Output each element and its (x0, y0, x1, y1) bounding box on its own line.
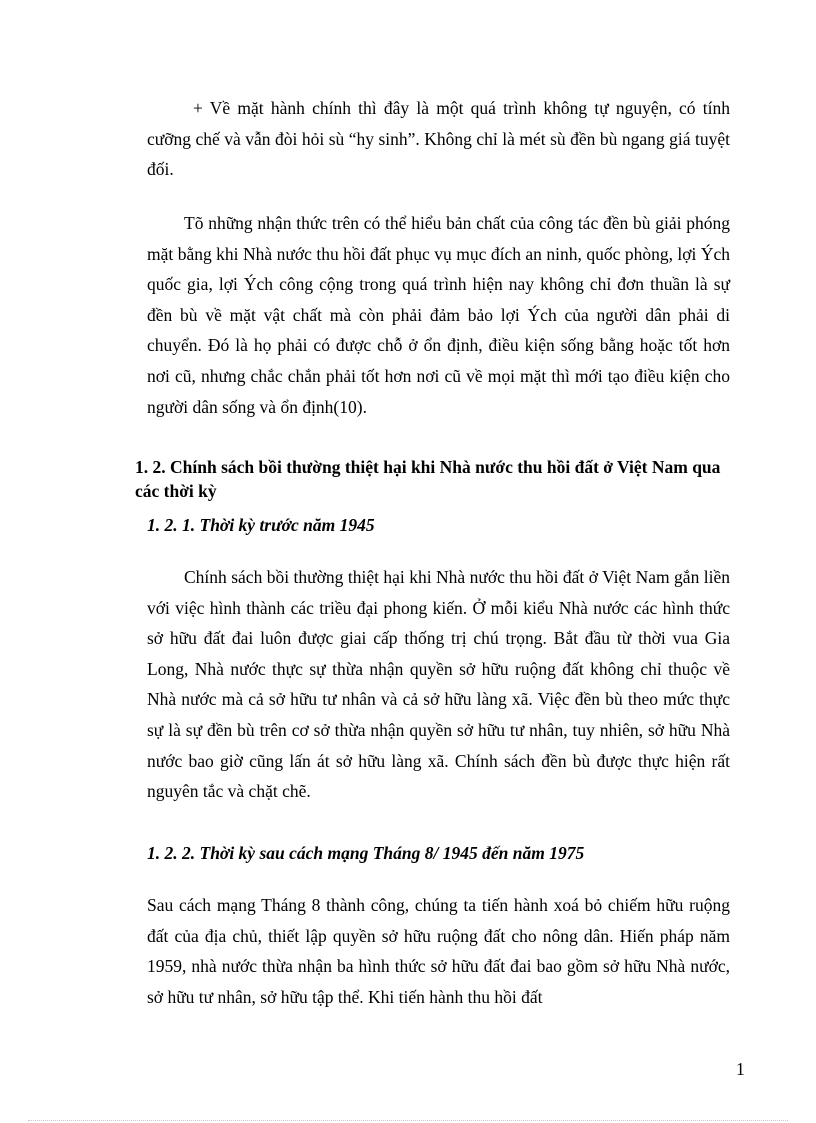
paragraph-before-1945: Chính sách bồi thường thiệt hại khi Nhà nước thu hồi đất ở Việt Nam gắn liền với việc hình thành các triều đại phong kiến. Ở mỗi kiểu Nhà nước các hình thức sở hữu đất đai luôn được giai cấp thống trị chú trọng. Bắt đầu từ thời vua Gia Long, Nhà nước thực sự thừa nhận quyền sở hữu ruộng đất không chỉ thuộc về Nhà nước mà cả sở hữu tư nhân và cả sở hữu làng xã. Việc đền bù theo mức thực sự là sự đền bù trên cơ sở thừa nhận quyền sở hữu tư nhân, tuy nhiên, sở hữu Nhà nước bao giờ cũng lấn át sở hữu làng xã. Chính sách đền bù được thực hiện rất nguyên tắc và chặt chẽ. (147, 567, 730, 802)
subsection-heading-1945-1975: 1. 2. 2. Thời kỳ sau cách mạng Tháng 8/ 1945 đến năm 1975 (147, 843, 585, 863)
paragraph-nature-of-compensation: Tõ những nhận thức trên có thể hiểu bản chất của công tác đền bù giải phóng mặt bằng khi Nhà nước thu hồi đất phục vụ mục đích an ninh, quốc phòng, lợi Ých quốc gia, lợi Ých công cộng trong quá trình hiện nay không chỉ đơn thuần là sự đền bù về mặt vật chất mà còn phải đảm bảo lợi Ých của người dân phải di chuyển. Đó là họ phải có được chỗ ở ổn định, điều kiện sống bằng hoặc tốt hơn nơi cũ, nhưng chắc chắn phải tốt hơn nơi cũ về mọi mặt thì mới tạo điều kiện cho người dân sống và ổn định(10). (147, 213, 730, 417)
subsection-heading-before-1945: 1. 2. 1. Thời kỳ trước năm 1945 (147, 515, 375, 535)
paragraph-after-revolution: Sau cách mạng Tháng 8 thành công, chúng ta tiến hành xoá bỏ chiếm hữu ruộng đất của địa chủ, thiết lập quyền sở hữu ruộng đất cho nông dân. Hiến pháp năm 1959, nhà nước thừa nhận ba hình thức sở hữu đất đai bao gồm sở hữu Nhà nước, sở hữu tư nhân, sở hữu tập thể. Khi tiến hành thu hồi đất (147, 895, 730, 1007)
paragraph-administrative: + Về mặt hành chính thì đây là một quá trình không tự nguyện, có tính cưỡng chế và vẫn đòi hỏi sù “hy sinh”. Không chỉ là mét sù đền bù ngang giá tuyệt đối. (147, 98, 730, 180)
page-bottom-divider (28, 1120, 788, 1121)
section-heading: 1. 2. Chính sách bồi thường thiệt hại khi Nhà nước thu hồi đất ở Việt Nam qua các thời kỳ (135, 457, 721, 501)
page-number: 1 (736, 1059, 745, 1079)
